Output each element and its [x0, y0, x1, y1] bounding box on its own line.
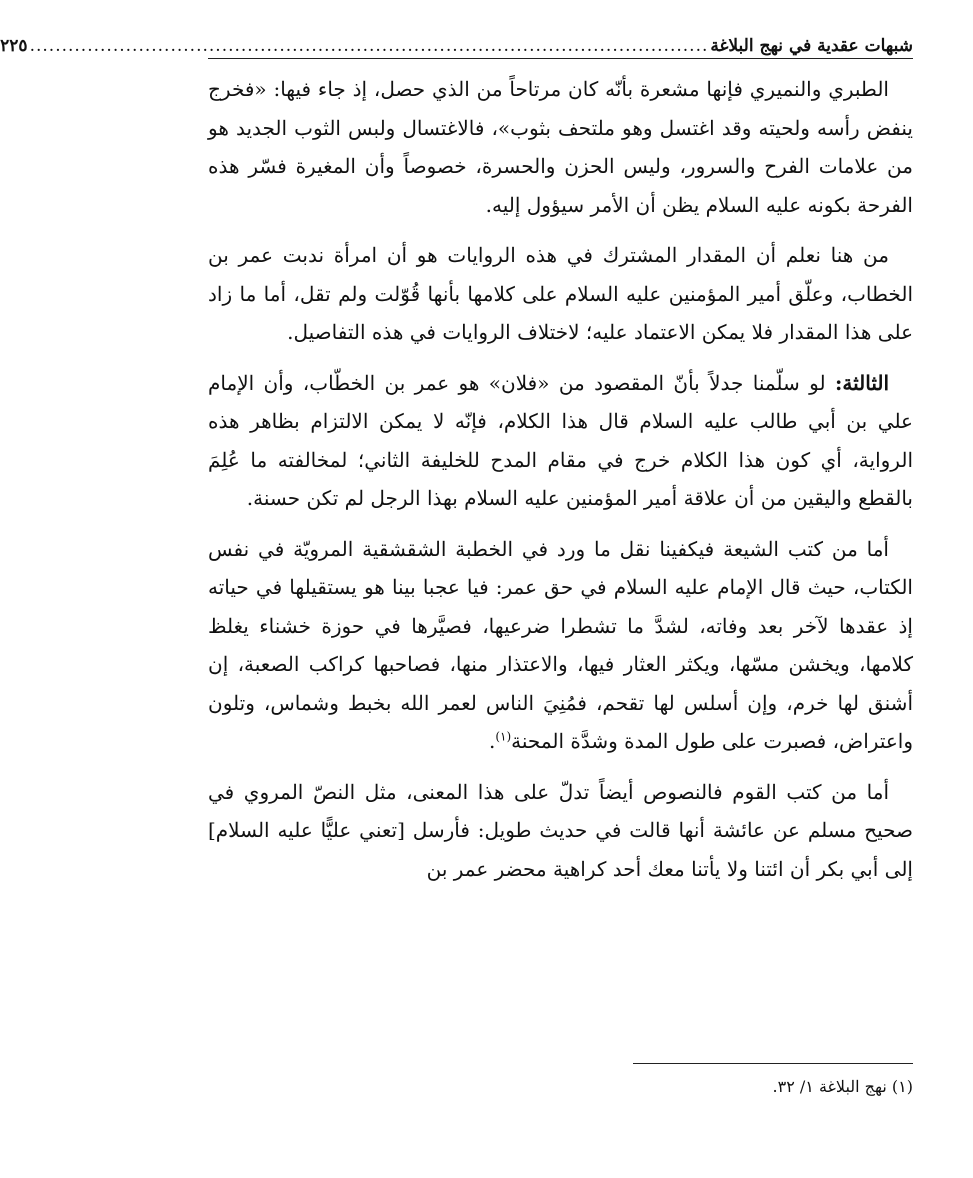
leader-dots: .......................................................................................................... — [29, 36, 709, 56]
header-rule — [208, 58, 913, 59]
section-lead-third: الثالثة: — [834, 370, 889, 395]
paragraph-1: الطبري والنميري فإنها مشعرة بأنّه كان مرتاحاً من الذي حصل، إذ جاء فيها: «فخرج ينفض رأسه ولحيته وقد اغتسل وهو ملتحف بثوب»، فالاغتسال ولبس الثوب الجديد هو من علامات الفرح والسرور، وليس الحزن والحسرة، خصوصاً وأن المغيرة فسّر هذه الفرحة بكونه عليه السلام يظن أن الأمر سيؤول إليه. — [208, 77, 913, 217]
paragraph-3 — [208, 364, 913, 518]
paragraph-4-text: أما من كتب الشيعة فيكفينا نقل ما ورد في الخطبة الشقشقية المرويّة في نفس الكتاب، حيث قال الإمام عليه السلام في حق عمر: فيا عجبا بينا هو يستقيلها في حياته إذ عقدها لآخر بعد وفاته، لشدَّ ما تشطرا ضرعيها، فصيَّرها في حوزة خشناء يغلظ كلامها، ويخشن مسّها، ويكثر العثار فيها، والاعتذار منها، فصاحبها كراكب الصعبة، إن أشنق لها خرم، وإن أسلس لها تقحم، فمُنِيَ الناس لعمر الله بخبط وشماس، وتلون واعتراض، فصبرت على طول المدة وشدَّة المحنة — [208, 536, 913, 753]
running-header — [0, 26, 913, 56]
footnote-rule — [633, 1063, 913, 1064]
running-header-title: شبهات عقدية في نهج البلاغة — [710, 36, 913, 56]
paragraph-4-end: . — [488, 729, 496, 753]
body-text — [208, 70, 913, 888]
paragraph-4 — [208, 530, 913, 761]
footnote: (١) نهج البلاغة ١/ ٣٢. — [772, 1077, 913, 1096]
paragraph-2: من هنا نعلم أن المقدار المشترك في هذه الروايات هو أن امرأة ندبت عمر بن الخطاب، وعلّق أمير المؤمنين عليه السلام على كلامها بأنها قُوّلت ولم تقل، أما ما زاد على هذا المقدار فلا يمكن الاعتماد عليه؛ لاختلاف الروايات في هذه التفاصيل. — [208, 243, 913, 344]
paragraph-3-text: لو سلّمنا جدلاً بأنّ المقصود من «فلان» هو عمر بن الخطّاب، وأن الإمام علي بن أبي طالب عليه السلام قال هذا الكلام، فإنّه لا يمكن الالتزام بظاهر هذه الرواية، أي كون هذا الكلام خرج في مقام المدح للخليفة الثاني؛ لمخالفته ما عُلِمَ بالقطع واليقين من أن علاقة أمير المؤمنين عليه السلام بهذا الرجل لم تكن حسنة. — [208, 370, 913, 510]
page-number: ٢٢٥ — [0, 36, 28, 56]
paragraph-5: أما من كتب القوم فالنصوص أيضاً تدلّ على هذا المعنى، مثل النصّ المروي في صحيح مسلم عن عائشة أنها قالت في حديث طويل: فأرسل [تعني عليًّا عليه السلام] إلى أبي بكر أن ائتنا ولا يأتنا معك أحد كراهية محضر عمر بن — [208, 779, 913, 881]
footnote-reference: (١) — [495, 729, 512, 744]
